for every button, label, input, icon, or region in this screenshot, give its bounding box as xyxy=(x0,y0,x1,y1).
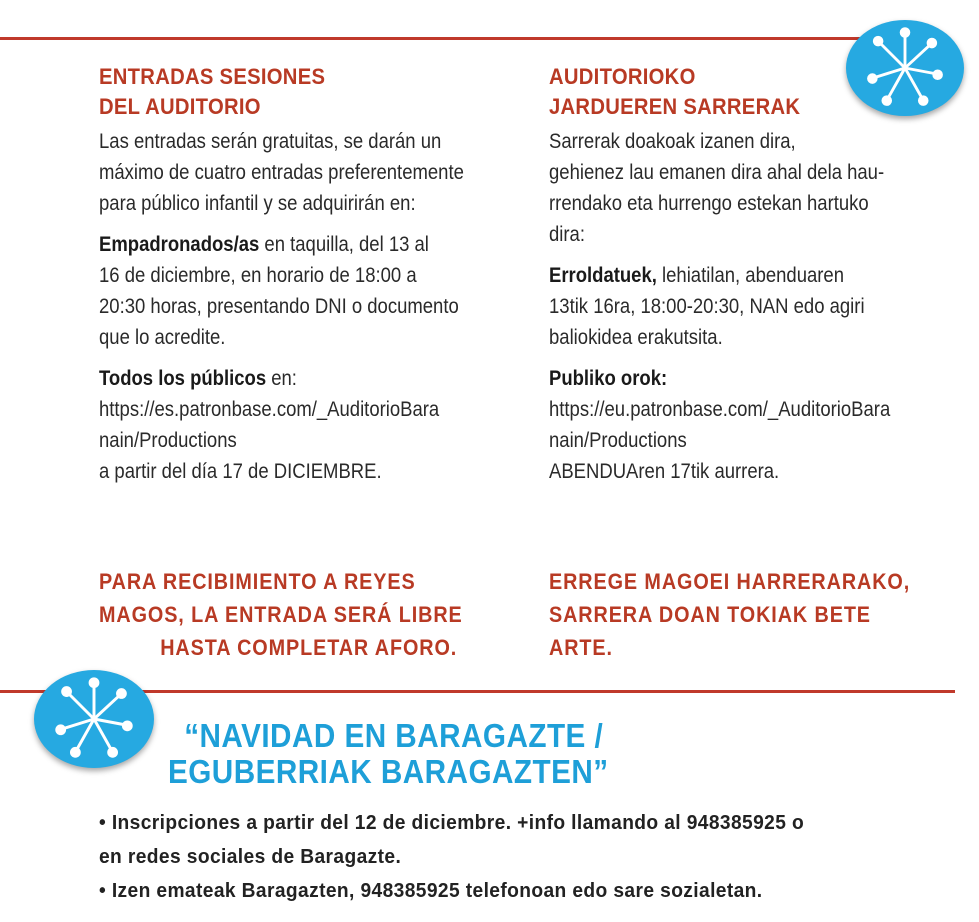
ticket-link-eu[interactable]: https://eu.patronbase.com/_AuditorioBara xyxy=(549,397,891,421)
bullet-es: • Inscripciones a partir del 12 de diciembre. +info llamando al 948385925 o en redes sociales de Baragazte. xyxy=(99,812,805,868)
event-bullets xyxy=(99,806,963,908)
public-eu: Publiko orok: https://eu.patronbase.com/_AuditorioBara nain/Productions ABENDUAren 17tik aurrera. xyxy=(549,363,970,487)
public-label-eu: Publiko orok: xyxy=(549,366,668,390)
auditorium-heading-es: ENTRADAS SESIONES DEL AUDITORIO xyxy=(99,64,326,119)
reyes-notice-es: PARA RECIBIMIENTO A REYES MAGOS, LA ENTRADA SERÁ LIBRE HASTA COMPLETAR AFORO. xyxy=(99,569,463,660)
intro-es: Las entradas serán gratuitas, se darán un máximo de cuatro entradas preferentemente para público infantil y se adquirirán en: xyxy=(99,129,464,215)
public-es: Todos los públicos en: https://es.patronbase.com/_AuditorioBara nain/Productions a partir del día 17 de DICIEMBRE. xyxy=(99,363,520,487)
public-label-es: Todos los públicos xyxy=(99,366,267,390)
basque-column xyxy=(549,62,974,497)
intro-eu: Sarrerak doakoak izanen dira, gehienez lau emanen dira ahal dela hau- rrendako eta hurrengo estekan hartuko dira: xyxy=(549,129,885,246)
registered-label-es: Empadronados/as xyxy=(99,232,260,256)
snowflake-icon xyxy=(34,670,154,768)
top-divider xyxy=(0,37,900,40)
event-title: “NAVIDAD EN BARAGAZTE / EGUBERRIAK BARAGAZTEN” xyxy=(168,717,609,790)
ticket-link-es[interactable]: https://es.patronbase.com/_AuditorioBara xyxy=(99,397,440,421)
spanish-column xyxy=(99,62,524,497)
auditorium-heading-eu: AUDITORIOKO JARDUEREN SARRERAK xyxy=(549,64,801,119)
registered-eu: Erroldatuek, lehiatilan, abenduaren 13tik 16ra, 18:00-20:30, NAN edo agiri baliokidea erakutsita. xyxy=(549,263,865,349)
reyes-notice-eu: ERREGE MAGOEI HARRERARAKO, SARRERA DOAN TOKIAK BETE ARTE. xyxy=(549,569,911,660)
bullet-eu: • Izen emateak Baragazten, 948385925 telefonoan edo sare sozialetan. xyxy=(99,880,763,902)
registered-es: Empadronados/as en taquilla, del 13 al 16 de diciembre, en horario de 18:00 a 20:30 horas, presentando DNI o documento que lo acredite. xyxy=(99,232,459,349)
registered-label-eu: Erroldatuek, xyxy=(549,263,657,287)
